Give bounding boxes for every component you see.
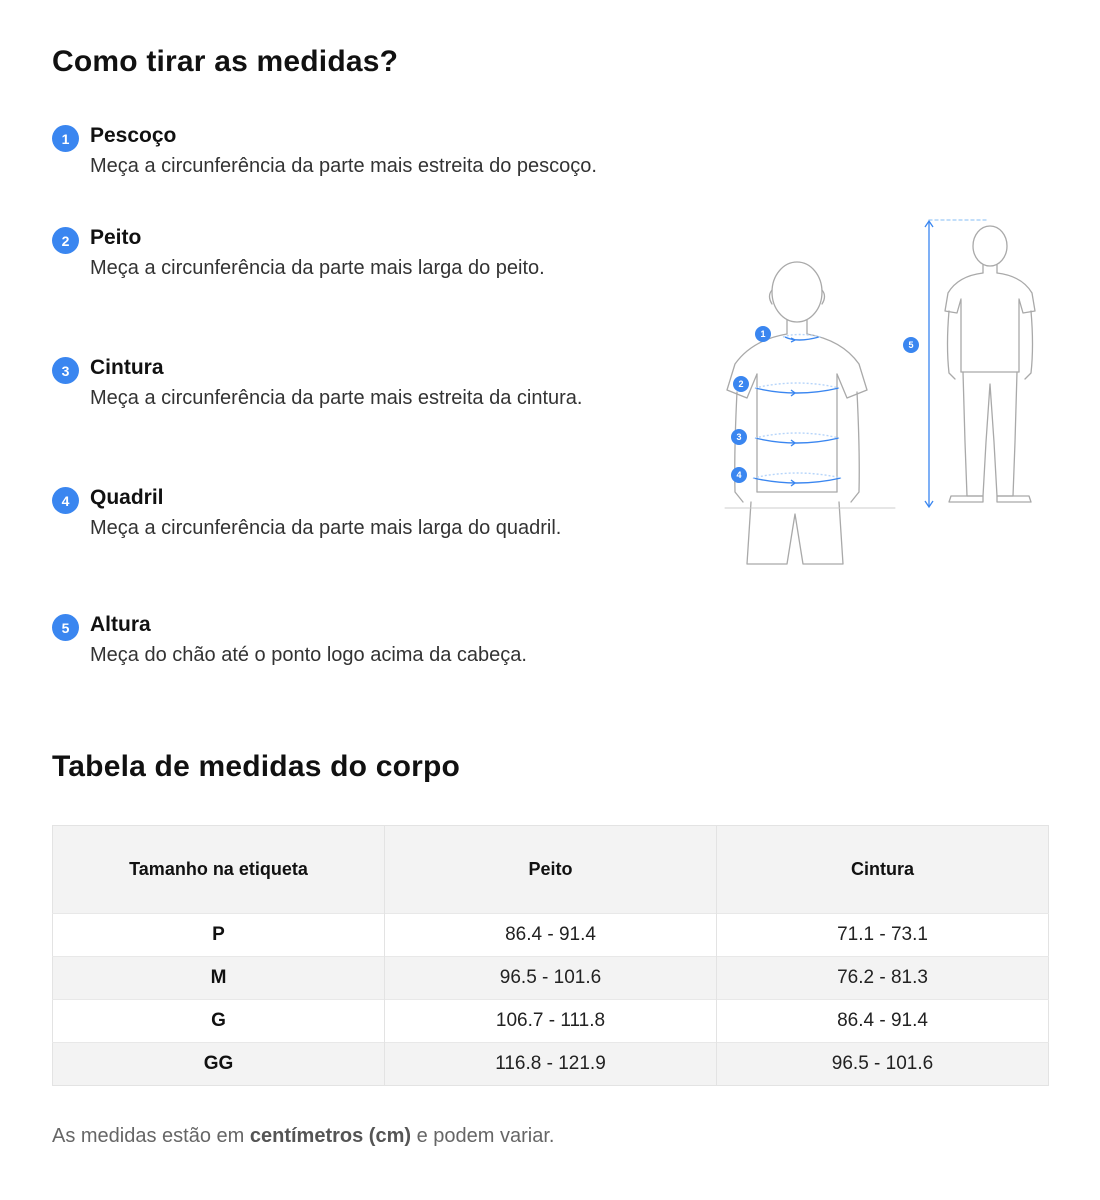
measurement-bands <box>753 335 841 487</box>
measurement-illustration <box>715 210 1055 580</box>
step-number-badge: 2 <box>52 227 79 254</box>
waist-cell: 71.1 - 73.1 <box>717 914 1049 957</box>
chest-cell: 86.4 - 91.4 <box>385 914 717 957</box>
front-figure <box>725 262 895 564</box>
neck-band <box>785 337 819 340</box>
chest-band <box>755 388 839 393</box>
size-table <box>52 825 1049 1086</box>
units-note-suffix: e podem variar. <box>411 1125 555 1147</box>
table-row <box>53 914 1049 957</box>
full-figure <box>929 220 1035 502</box>
waist-cell: 86.4 - 91.4 <box>717 1000 1049 1043</box>
table-row <box>53 957 1049 1000</box>
size-cell: GG <box>53 1043 385 1086</box>
step-description: Meça a circunferência da parte mais estreita da cintura. <box>90 387 583 409</box>
chest-cell: 116.8 - 121.9 <box>385 1043 717 1086</box>
marker-4: 4 <box>736 470 742 480</box>
size-cell: P <box>53 914 385 957</box>
column-header-chest: Peito <box>385 826 717 914</box>
column-header-waist: Cintura <box>717 826 1049 914</box>
units-note-prefix: As medidas estão em <box>52 1125 250 1147</box>
units-note-bold: centímetros (cm) <box>249 1125 412 1147</box>
step-description: Meça do chão até o ponto logo acima da cabeça. <box>90 644 527 666</box>
step-title: Cintura <box>90 356 164 379</box>
table-header-row <box>53 826 1049 914</box>
step-title: Peito <box>90 226 142 249</box>
step-title: Pescoço <box>90 124 177 147</box>
body-figures-svg <box>715 210 1055 580</box>
step-number-badge: 5 <box>52 614 79 641</box>
step-description: Meça a circunferência da parte mais larga do peito. <box>90 257 545 279</box>
waist-cell: 76.2 - 81.3 <box>717 957 1049 1000</box>
units-note <box>52 1125 554 1148</box>
column-header-size: Tamanho na etiqueta <box>53 826 385 914</box>
size-table-title: Tabela de medidas do corpo <box>52 750 461 783</box>
table-row <box>53 1043 1049 1086</box>
chest-cell: 106.7 - 111.8 <box>385 1000 717 1043</box>
hip-band <box>753 478 841 483</box>
size-cell: G <box>53 1000 385 1043</box>
size-cell: M <box>53 957 385 1000</box>
marker-5: 5 <box>908 340 914 350</box>
how-to-measure-title: Como tirar as medidas? <box>52 45 399 78</box>
step-number-badge: 4 <box>52 487 79 514</box>
step-number-badge: 1 <box>52 125 79 152</box>
chest-cell: 96.5 - 101.6 <box>385 957 717 1000</box>
step-description: Meça a circunferência da parte mais larga do quadril. <box>90 517 562 539</box>
table-row <box>53 1000 1049 1043</box>
step-number-badge: 3 <box>52 357 79 384</box>
step-title: Altura <box>90 613 151 636</box>
waist-band <box>755 438 839 443</box>
height-arrow <box>925 221 933 507</box>
marker-3: 3 <box>736 432 742 442</box>
waist-cell: 96.5 - 101.6 <box>717 1043 1049 1086</box>
illustration-markers <box>731 326 919 483</box>
step-title: Quadril <box>90 486 164 509</box>
step-description: Meça a circunferência da parte mais estreita do pescoço. <box>90 155 597 177</box>
marker-1: 1 <box>760 329 766 339</box>
marker-2: 2 <box>738 379 744 389</box>
